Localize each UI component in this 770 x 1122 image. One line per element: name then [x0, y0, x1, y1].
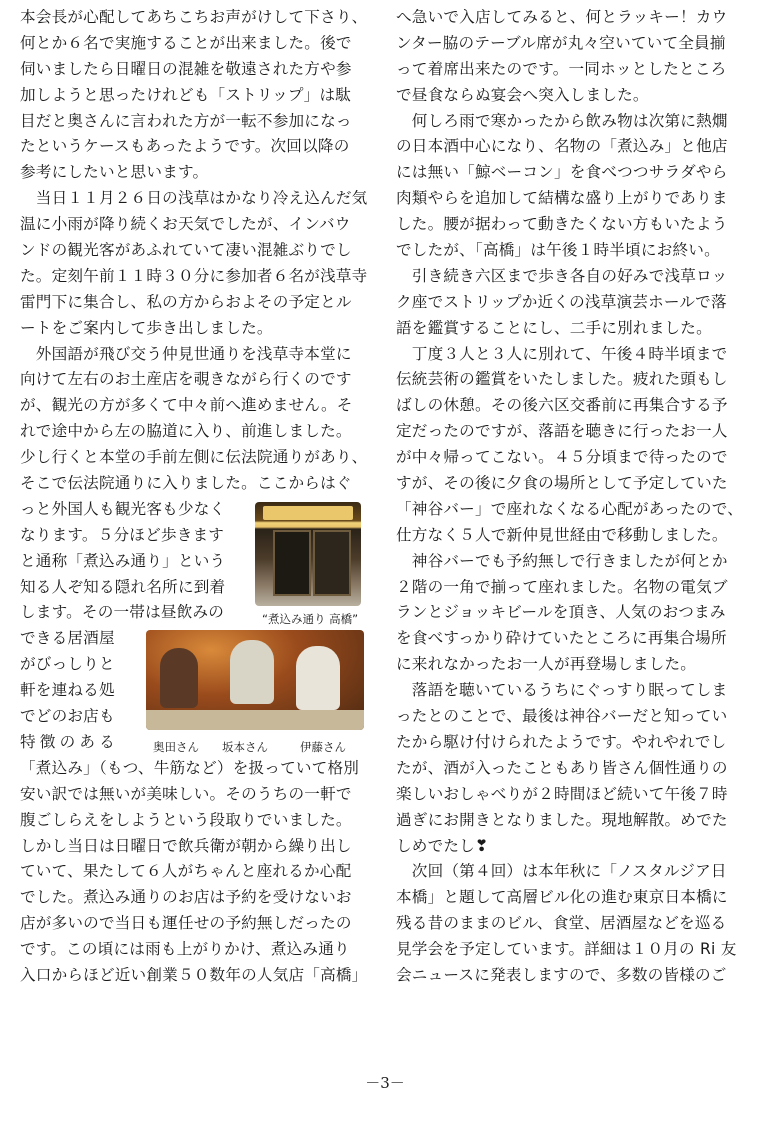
- text-line: 「神谷バー」で座れなくなる心配があったので、: [396, 499, 743, 518]
- text-line: ていて、果たして６人がちゃんと座れるか心配: [20, 862, 352, 881]
- text-line: 過ぎにお開きとなりました。現地解散。めでた: [396, 810, 728, 829]
- text-line: ンドの観光客があふれていて凄い混雑ぶりでし: [20, 241, 352, 260]
- text-line: でした。煮込み通りのお店は予約を受けないお: [20, 888, 352, 907]
- text-line: できる居酒屋: [20, 629, 115, 648]
- text-line: 定だったのですが、落語を聴きに行ったお一人: [396, 422, 728, 441]
- storefront-photo: [255, 502, 361, 606]
- storefront-caption: “煮込み通り 高橋”: [262, 612, 359, 626]
- text-line: 落語を聴いているうちにぐっすり眠ってしま: [396, 681, 728, 700]
- text-line: に来れなかったお一人が再登場しました。: [396, 655, 697, 674]
- text-line: 参考にしたいと思います。: [20, 163, 209, 182]
- text-line: 引き続き六区まで歩き各自の好みで浅草ロッ: [396, 266, 728, 285]
- text-line: っと外国人も観光客も少なく: [20, 499, 226, 518]
- text-line: でしたが、「高橋」は午後１時半頃にお終い。: [396, 241, 720, 260]
- text-line: 安い訳では無いが美味しい。そのうちの一軒で: [20, 784, 352, 803]
- text-line: を食べすっかり砕けていたところに再集合場所: [396, 629, 727, 648]
- group-photo: [146, 630, 364, 730]
- person-figure: [230, 640, 274, 704]
- text-line: 楽しいおしゃべりが２時間ほど続いて午後７時: [396, 784, 728, 803]
- text-line: ったとのことで、最後は神谷バーだと知ってい: [396, 707, 728, 726]
- text-line: です。この頃には雨も上がりかけ、煮込み通り: [20, 940, 350, 959]
- text-line: そこで伝法院通りに入りました。ここからはぐ: [20, 474, 352, 493]
- text-line: しかし当日は日曜日で飲兵衛が朝から繰り出し: [20, 836, 352, 855]
- text-line: 軒を連ねる処: [20, 681, 115, 700]
- person-caption: 坂本さん: [222, 740, 268, 754]
- text-line: たというケースもあったようです。次回以降の: [20, 137, 350, 156]
- text-line: 肉類やらを追加して結構な盛り上がりでありま: [396, 189, 728, 208]
- text-line: しめでたし❣: [396, 836, 489, 855]
- text-line: 仕方なく５人で新仲見世経由で移動しました。: [396, 525, 728, 544]
- text-line: ク座でストリップか近くの浅草演芸ホールで落: [396, 292, 727, 311]
- text-line: が、観光の方が多くて中々前へ進めません。そ: [20, 396, 353, 415]
- text-line: が中々帰ってこない。４５分頃まで待ったので: [396, 448, 728, 467]
- text-line: の日本酒中心になり、名物の「煮込み」と他店: [396, 137, 728, 156]
- text-line: 伝統芸術の鑑賞をいたしました。疲れた頭もし: [396, 370, 728, 389]
- text-line: 少し行くと本堂の手前左側に伝法院通りがあり、: [20, 448, 368, 467]
- shop-door: [313, 530, 351, 596]
- text-line: なります。５分ほど歩きます: [20, 525, 225, 544]
- text-line: には無い「鯨ベーコン」を食べつつサラダやら: [396, 163, 728, 182]
- text-line: ランとジョッキビールを頂き、人気のおつまみ: [396, 603, 726, 622]
- text-line: 外国語が飛び交う仲見世通りを浅草寺本堂に: [20, 344, 352, 363]
- person-figure: [296, 646, 340, 710]
- text-line: 加しようと思ったけれども「ストリップ」は駄: [20, 85, 352, 104]
- text-line: 店が多いので当日も運任せの予約無しだったの: [20, 914, 352, 933]
- text-line: れで途中から左の脇道に入り、前進しました。: [20, 422, 352, 441]
- text-line: 腹ごしらえをしようという段取りでいました。: [20, 810, 352, 829]
- person-caption: 奥田さん: [153, 740, 199, 754]
- text-line: がびっしりと: [20, 655, 115, 674]
- text-line: 伺いましたら日曜日の混雑を敬遠された方や参: [20, 59, 352, 78]
- text-line: 次回（第４回）は本年秋に「ノスタルジア日: [396, 862, 727, 881]
- text-line: 何とか６名で実施することが出来ました。後で: [20, 33, 352, 52]
- text-line: でどのお店も: [20, 707, 115, 726]
- text-line: 知る人ぞ知る隠れ名所に到着: [20, 577, 226, 596]
- text-line: します。その一帯は昼飲みの: [20, 603, 225, 622]
- text-line: ートをご案内して歩き出しました。: [20, 318, 273, 337]
- text-line: ２階の一角で揃って座れました。名物の電気ブ: [396, 577, 728, 596]
- text-line: すが、その後に夕食の場所として予定していた: [396, 474, 728, 493]
- text-line: 当日１１月２６日の浅草はかなり冷え込んだ気: [20, 189, 368, 208]
- table-figure: [146, 710, 364, 730]
- text-line: 入口からほど近い創業５０数年の人気店「高橋」: [20, 965, 368, 984]
- text-line: 目だと奥さんに言われた方が一転不参加になっ: [20, 111, 352, 130]
- text-line: たから駆け付けられたようです。やれやれでし: [396, 732, 727, 751]
- person-figure: [160, 648, 198, 708]
- text-line: 向けて左右のお土産店を覗きながら行くのです: [20, 370, 352, 389]
- text-line: 雷門下に集合し、私の方からおよその予定とル: [20, 292, 352, 311]
- text-line: 会ニュースに発表しますので、多数の皆様のご: [396, 965, 727, 984]
- text-line: た。定刻午前１１時３０分に参加者６名が浅草寺: [20, 266, 368, 285]
- text-line: 神谷バーでも予約無しで行きましたが何とか: [396, 551, 728, 570]
- text-line: 温に小雨が降り続くお天気でしたが、インバウ: [20, 215, 351, 234]
- text-line: 丁度３人と３人に別れて、午後４時半頃まで: [396, 344, 728, 363]
- text-line: たが、酒が入ったこともあり皆さん個性通りの: [396, 758, 728, 777]
- shop-sign: [263, 506, 353, 520]
- text-line: ンター脇のテーブル席が丸々空いていて全員揃: [396, 33, 726, 52]
- text-line: 本会長が心配してあちこちお声がけして下さり、: [20, 8, 368, 26]
- left-column: [20, 5, 380, 989]
- text-line: 語を鑑賞することにし、二手に別れました。: [396, 318, 712, 337]
- page-number: －3－: [365, 1074, 405, 1092]
- right-column: [396, 5, 756, 989]
- text-line: って着席出来たのです。一同ホッとしたところ: [396, 59, 727, 78]
- text-line: 見学会を予定しています。詳細は１０月の Ri 友: [396, 940, 737, 959]
- text-line: 本橋」と題して高層ビル化の進む東京日本橋に: [396, 888, 728, 907]
- person-caption: 伊藤さん: [300, 740, 346, 754]
- text-line: 「煮込み」（もつ、牛筋など）を扱っていて格別: [20, 758, 360, 777]
- text-line: で昼食ならぬ宴会へ突入しました。: [396, 85, 649, 104]
- text-line: ばしの休憩。その後六区交番前に再集合する予: [396, 396, 728, 415]
- text-line: 残る昔のままのビル、食堂、居酒屋などを巡る: [396, 914, 727, 933]
- text-line: 特徴のある: [20, 732, 119, 751]
- text-line: した。腰が据わって動きたくない方もいたよう: [396, 215, 728, 234]
- text-line: 何しろ雨で寒かったから飲み物は次第に熱燗: [396, 111, 728, 130]
- text-line: へ急いで入店してみると、何とラッキー！カウ: [396, 8, 728, 26]
- text-line: と通称「煮込み通り」という: [20, 551, 226, 570]
- shop-door: [273, 530, 311, 596]
